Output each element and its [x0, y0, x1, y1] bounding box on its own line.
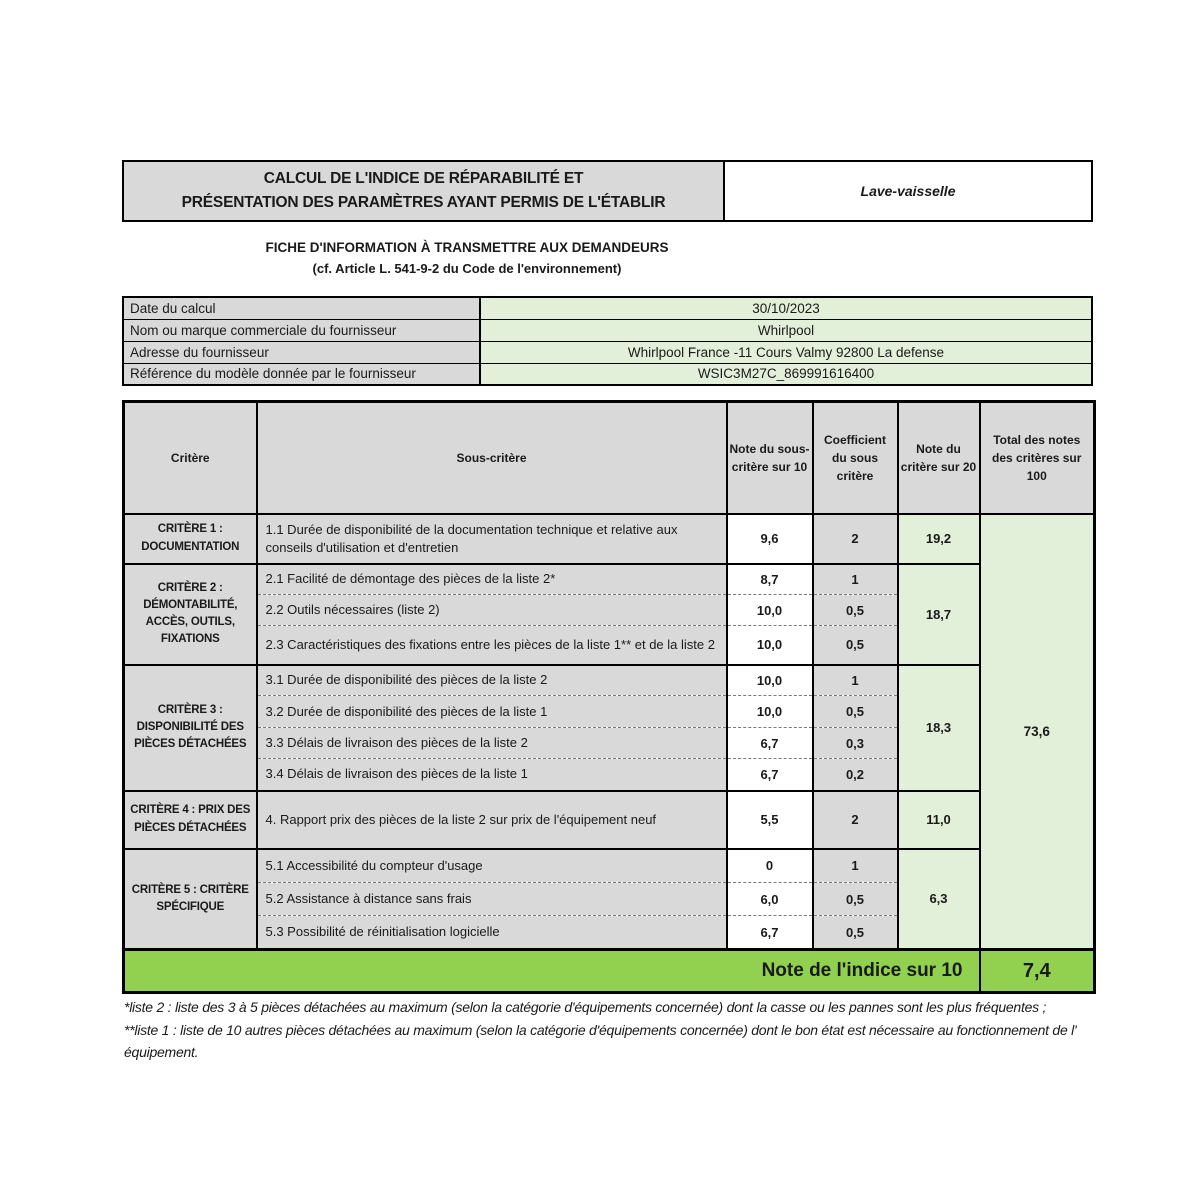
- index-result-value: 7,4: [980, 950, 1095, 993]
- column-header-note-critere: Note du critère sur 20: [898, 402, 980, 514]
- subcriterion-note: 6,7: [727, 728, 813, 759]
- subcriterion-label: 4. Rapport prix des pièces de la liste 2 sur prix de l'équipement neuf: [257, 791, 727, 849]
- subcriterion-coeff: 2: [813, 791, 898, 849]
- info-sheet-heading-line2: (cf. Article L. 541-9-2 du Code de l'environnement): [312, 260, 622, 276]
- info-sheet-heading: [122, 237, 812, 278]
- criterion-2-label: CRITÈRE 2 : DÉMONTABILITÉ, ACCÈS, OUTILS, FIXATIONS: [124, 564, 257, 665]
- subcriterion-label: 3.2 Durée de disponibilité des pièces de la liste 1: [257, 696, 727, 728]
- subcriterion-coeff: 0,5: [813, 916, 898, 950]
- info-label: Nom ou marque commerciale du fournisseur: [123, 319, 480, 341]
- info-value: WSIC3M27C_869991616400: [480, 363, 1092, 385]
- subcriterion-note: 10,0: [727, 696, 813, 728]
- criterion-4-label: CRITÈRE 4 : PRIX DES PIÈCES DÉTACHÉES: [124, 791, 257, 849]
- subcriterion-note: 10,0: [727, 626, 813, 665]
- subcriterion-label: 2.2 Outils nécessaires (liste 2): [257, 595, 727, 626]
- subcriterion-coeff: 1: [813, 849, 898, 883]
- subcriterion-note: 10,0: [727, 665, 813, 696]
- subcriterion-label: 5.2 Assistance à distance sans frais: [257, 883, 727, 916]
- column-header-coefficient: Coefficient du sous critère: [813, 402, 898, 514]
- subcriterion-coeff: 0,3: [813, 728, 898, 759]
- repairability-score-table: [122, 400, 1096, 994]
- criterion-3-label: CRITÈRE 3 : DISPONIBILITÉ DES PIÈCES DÉTACHÉES: [124, 665, 257, 791]
- footnote-liste-2: *liste 2 : liste des 3 à 5 pièces détachées au maximum (selon la catégorie d'équipements concernée) dont la casse ou les pannes sont les plus fréquentes ;: [124, 999, 1047, 1015]
- subcriterion-label: 2.1 Facilité de démontage des pièces de la liste 2*: [257, 564, 727, 595]
- subcriterion-coeff: 1: [813, 665, 898, 696]
- subcriterion-label: 5.1 Accessibilité du compteur d'usage: [257, 849, 727, 883]
- document-title-line2: PRÉSENTATION DES PARAMÈTRES AYANT PERMIS DE L'ÉTABLIR: [181, 194, 666, 211]
- subcriterion-label: 1.1 Durée de disponibilité de la documentation technique et relative aux conseils d'utilisation et d'entretien: [257, 514, 727, 564]
- subcriterion-coeff: 0,5: [813, 595, 898, 626]
- info-row-address: [123, 341, 1092, 363]
- title-banner: [122, 160, 1093, 222]
- total-notes-sur-100: 73,6: [980, 514, 1095, 950]
- subcriterion-coeff: 2: [813, 514, 898, 564]
- subcriterion-note: 8,7: [727, 564, 813, 595]
- info-sheet-heading-line1: FICHE D'INFORMATION À TRANSMETTRE AUX DEMANDEURS: [265, 240, 669, 255]
- criterion-5-label: CRITÈRE 5 : CRITÈRE SPÉCIFIQUE: [124, 849, 257, 950]
- table-row-5-1: [124, 849, 1095, 883]
- table-row-4: [124, 791, 1095, 849]
- column-header-note-sous-critere: Note du sous-critère sur 10: [727, 402, 813, 514]
- info-row-date: [123, 297, 1092, 319]
- subcriterion-label: 3.4 Délais de livraison des pièces de la liste 1: [257, 759, 727, 791]
- criterion-3-note-sur-20: 18,3: [898, 665, 980, 791]
- subcriterion-note: 10,0: [727, 595, 813, 626]
- info-value: Whirlpool France -11 Cours Valmy 92800 La defense: [480, 341, 1092, 363]
- subcriterion-coeff: 0,5: [813, 626, 898, 665]
- subcriterion-note: 5,5: [727, 791, 813, 849]
- document-title: [122, 160, 725, 222]
- subcriterion-coeff: 0,5: [813, 696, 898, 728]
- info-value: 30/10/2023: [480, 297, 1092, 319]
- info-label: Référence du modèle donnée par le fournisseur: [123, 363, 480, 385]
- criterion-2-note-sur-20: 18,7: [898, 564, 980, 665]
- subcriterion-coeff: 0,5: [813, 883, 898, 916]
- subcriterion-label: 5.3 Possibilité de réinitialisation logicielle: [257, 916, 727, 950]
- info-value: Whirlpool: [480, 319, 1092, 341]
- table-row-3-1: [124, 665, 1095, 696]
- supplier-info-table: [122, 296, 1093, 386]
- subcriterion-label: 3.3 Délais de livraison des pièces de la liste 2: [257, 728, 727, 759]
- subcriterion-label: 3.1 Durée de disponibilité des pièces de la liste 2: [257, 665, 727, 696]
- info-label: Date du calcul: [123, 297, 480, 319]
- column-header-sous-critere: Sous-critère: [257, 402, 727, 514]
- column-header-critere: Critère: [124, 402, 257, 514]
- table-row-1-1: [124, 514, 1095, 564]
- index-result-label: Note de l'indice sur 10: [124, 950, 980, 993]
- subcriterion-note: 6,0: [727, 883, 813, 916]
- table-header-row: [124, 402, 1095, 514]
- criterion-1-note-sur-20: 19,2: [898, 514, 980, 564]
- table-row-2-1: [124, 564, 1095, 595]
- column-header-total: Total des notes des critères sur 100: [980, 402, 1095, 514]
- document-title-line1: CALCUL DE L'INDICE DE RÉPARABILITÉ ET: [263, 169, 584, 187]
- subcriterion-label: 2.3 Caractéristiques des fixations entre les pièces de la liste 1** et de la liste 2: [257, 626, 727, 665]
- subcriterion-coeff: 1: [813, 564, 898, 595]
- info-label: Adresse du fournisseur: [123, 341, 480, 363]
- footnotes: [124, 996, 1102, 1064]
- subcriterion-note: 9,6: [727, 514, 813, 564]
- info-row-brand: [123, 319, 1092, 341]
- footnote-liste-1: **liste 1 : liste de 10 autres pièces détachées au maximum (selon la catégorie d'équipements concernée) dont le bon état est nécessaire au fonctionnement de l' équipement.: [124, 1021, 1077, 1061]
- index-result-row: [124, 950, 1095, 993]
- subcriterion-coeff: 0,2: [813, 759, 898, 791]
- criterion-5-note-sur-20: 6,3: [898, 849, 980, 950]
- subcriterion-note: 6,7: [727, 759, 813, 791]
- info-row-reference: [123, 363, 1092, 385]
- criterion-4-note-sur-20: 11,0: [898, 791, 980, 849]
- criterion-1-label: CRITÈRE 1 : DOCUMENTATION: [124, 514, 257, 564]
- product-type: Lave-vaisselle: [725, 160, 1093, 222]
- subcriterion-note: 6,7: [727, 916, 813, 950]
- subcriterion-note: 0: [727, 849, 813, 883]
